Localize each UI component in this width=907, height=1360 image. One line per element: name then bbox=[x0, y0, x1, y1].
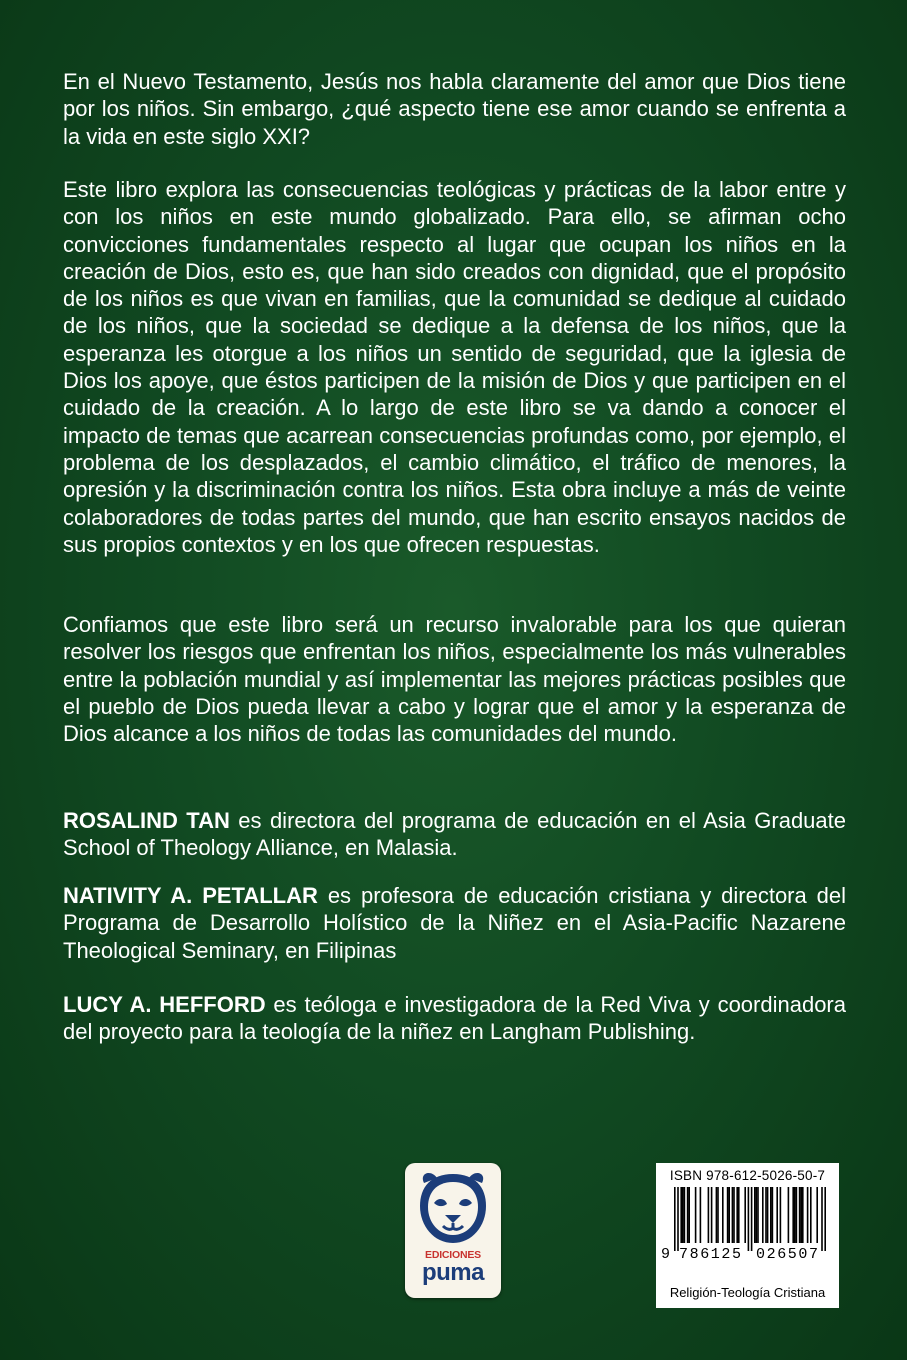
publisher-name-line2: puma bbox=[421, 1259, 484, 1286]
barcode-bar bbox=[776, 1187, 778, 1243]
barcode-bar bbox=[780, 1187, 782, 1243]
barcode-bar bbox=[728, 1187, 730, 1243]
barcode-bar bbox=[821, 1187, 823, 1251]
barcode-bar bbox=[708, 1187, 710, 1243]
barcode-bar bbox=[810, 1187, 812, 1243]
isbn-barcode bbox=[656, 1163, 839, 1308]
barcode-bar bbox=[757, 1187, 759, 1243]
barcode-bar bbox=[762, 1187, 764, 1243]
isbn-label: ISBN 978-612-5026-50-7 bbox=[669, 1168, 826, 1183]
barcode-bar bbox=[700, 1187, 702, 1243]
barcode-bar bbox=[772, 1187, 774, 1243]
publisher-logo bbox=[405, 1163, 501, 1298]
barcode-bar bbox=[796, 1187, 798, 1243]
barcode-bar bbox=[722, 1187, 724, 1243]
barcode-bar bbox=[716, 1187, 718, 1243]
book-category: Religión-Teología Cristiana bbox=[669, 1285, 826, 1300]
barcode-bar bbox=[816, 1187, 818, 1243]
barcode-bar bbox=[736, 1187, 738, 1243]
barcode-bar bbox=[765, 1187, 767, 1243]
barcode-bar bbox=[756, 1187, 758, 1243]
barcode-bar bbox=[674, 1187, 676, 1251]
author-description: es teóloga e investigadora de la Red Viva y coordinadora del proyecto para la teología de la niñez en Langham Publishing. bbox=[63, 992, 846, 1045]
barcode-bar bbox=[744, 1187, 746, 1243]
barcode-bar bbox=[738, 1187, 740, 1243]
barcode-bar bbox=[802, 1187, 804, 1243]
author-name: NATIVITY A. PETALLAR bbox=[63, 883, 318, 908]
barcode-bar bbox=[792, 1187, 794, 1243]
barcode-bar bbox=[770, 1187, 772, 1243]
author-bio-lucy-hefford bbox=[63, 991, 846, 1046]
barcode-bars bbox=[664, 1187, 832, 1251]
barcode-bar bbox=[733, 1187, 735, 1243]
barcode-bar bbox=[751, 1187, 753, 1251]
author-name: ROSALIND TAN bbox=[63, 808, 230, 833]
publisher-name-line1: EDICIONES bbox=[425, 1249, 481, 1261]
barcode-bar bbox=[799, 1187, 801, 1243]
barcode-bar bbox=[727, 1187, 729, 1243]
barcode-bar bbox=[688, 1187, 690, 1243]
barcode-bar bbox=[732, 1187, 734, 1243]
barcode-bar bbox=[677, 1187, 679, 1251]
author-bio-rosalind-tan bbox=[63, 807, 846, 862]
author-name: LUCY A. HEFFORD bbox=[63, 992, 266, 1017]
author-description: es directora del programa de educación en el Asia Graduate School of Theology Alliance, en Malasia. bbox=[63, 808, 846, 861]
barcode-bar bbox=[807, 1187, 809, 1243]
closing-paragraph: Confiamos que este libro será un recurso invalorable para los que quieran resolver los riesgos que enfrentan los niños, especialmente los más vulnerables entre la población mundial y así implementar las mejores prácticas posibles que el pueblo de Dios pueda llevar a cabo y lograr que el amor y la esperanza de Dios alcance a los niños de todas las comunidades del mundo. bbox=[63, 612, 846, 747]
barcode-bar bbox=[711, 1187, 713, 1243]
barcode-bar bbox=[717, 1187, 719, 1243]
barcode-bar bbox=[687, 1187, 689, 1243]
barcode-bar bbox=[800, 1187, 802, 1243]
barcode-bar bbox=[680, 1187, 682, 1243]
author-bio-nativity-petallar bbox=[63, 882, 846, 964]
barcode-bar bbox=[682, 1187, 684, 1243]
barcode-digit-group2: 026507 bbox=[756, 1246, 820, 1263]
intro-paragraph: En el Nuevo Testamento, Jesús nos habla claramente del amor que Dios tiene por los niños. Sin embargo, ¿qué aspecto tiene ese amor cuando se enfrenta a la vida en este siglo XXI? bbox=[63, 69, 846, 149]
barcode-bar bbox=[695, 1187, 697, 1243]
barcode-bar bbox=[824, 1187, 826, 1251]
barcode-bar bbox=[748, 1187, 750, 1251]
barcode-digit-group1: 786125 bbox=[679, 1246, 743, 1263]
barcode-bar bbox=[794, 1187, 796, 1243]
description-paragraph: Este libro explora las consecuencias teológicas y prácticas de la labor entre y con los niños en este mundo globalizado. Para ello, se afirman ocho convicciones fundamentales respecto al lugar que ocupan los niños en la creación de Dios, esto es, que han sido creados con dignidad, que el propósito de los niños es que vivan en familias, que la comunidad se dedique al cuidado de los niños, que la sociedad se dedique a la defensa de los niños, que la esperanza les otorgue a los niños un sentido de seguridad, que la iglesia de Dios los apoye, que éstos participen de la misión de Dios y que participen en el cuidado de la creación. A lo largo de este libro se va dando a conocer el impacto de temas que acarrean consecuencias profundas como, por ejemplo, el problema de los desplazados, el cambio climático, el tráfico de menores, la opresión y la discriminación contra los niños. Esta obra incluye a más de veinte colaboradores de todas partes del mundo, que han escrito ensayos nacidos de sus propios contextos y en los que ofrecen respuestas. bbox=[63, 177, 846, 557]
barcode-bar bbox=[754, 1187, 756, 1243]
author-description: es profesora de educación cristiana y directora del Programa de Desarrollo Holístico de la Niñez en el Asia-Pacific Nazarene Theological Seminary, en Filipinas bbox=[63, 883, 847, 963]
barcode-bar bbox=[684, 1187, 686, 1243]
barcode-bar bbox=[788, 1187, 790, 1243]
puma-head-icon bbox=[405, 1163, 501, 1253]
barcode-bar bbox=[767, 1187, 769, 1243]
barcode-digit-first: 9 bbox=[661, 1246, 671, 1263]
